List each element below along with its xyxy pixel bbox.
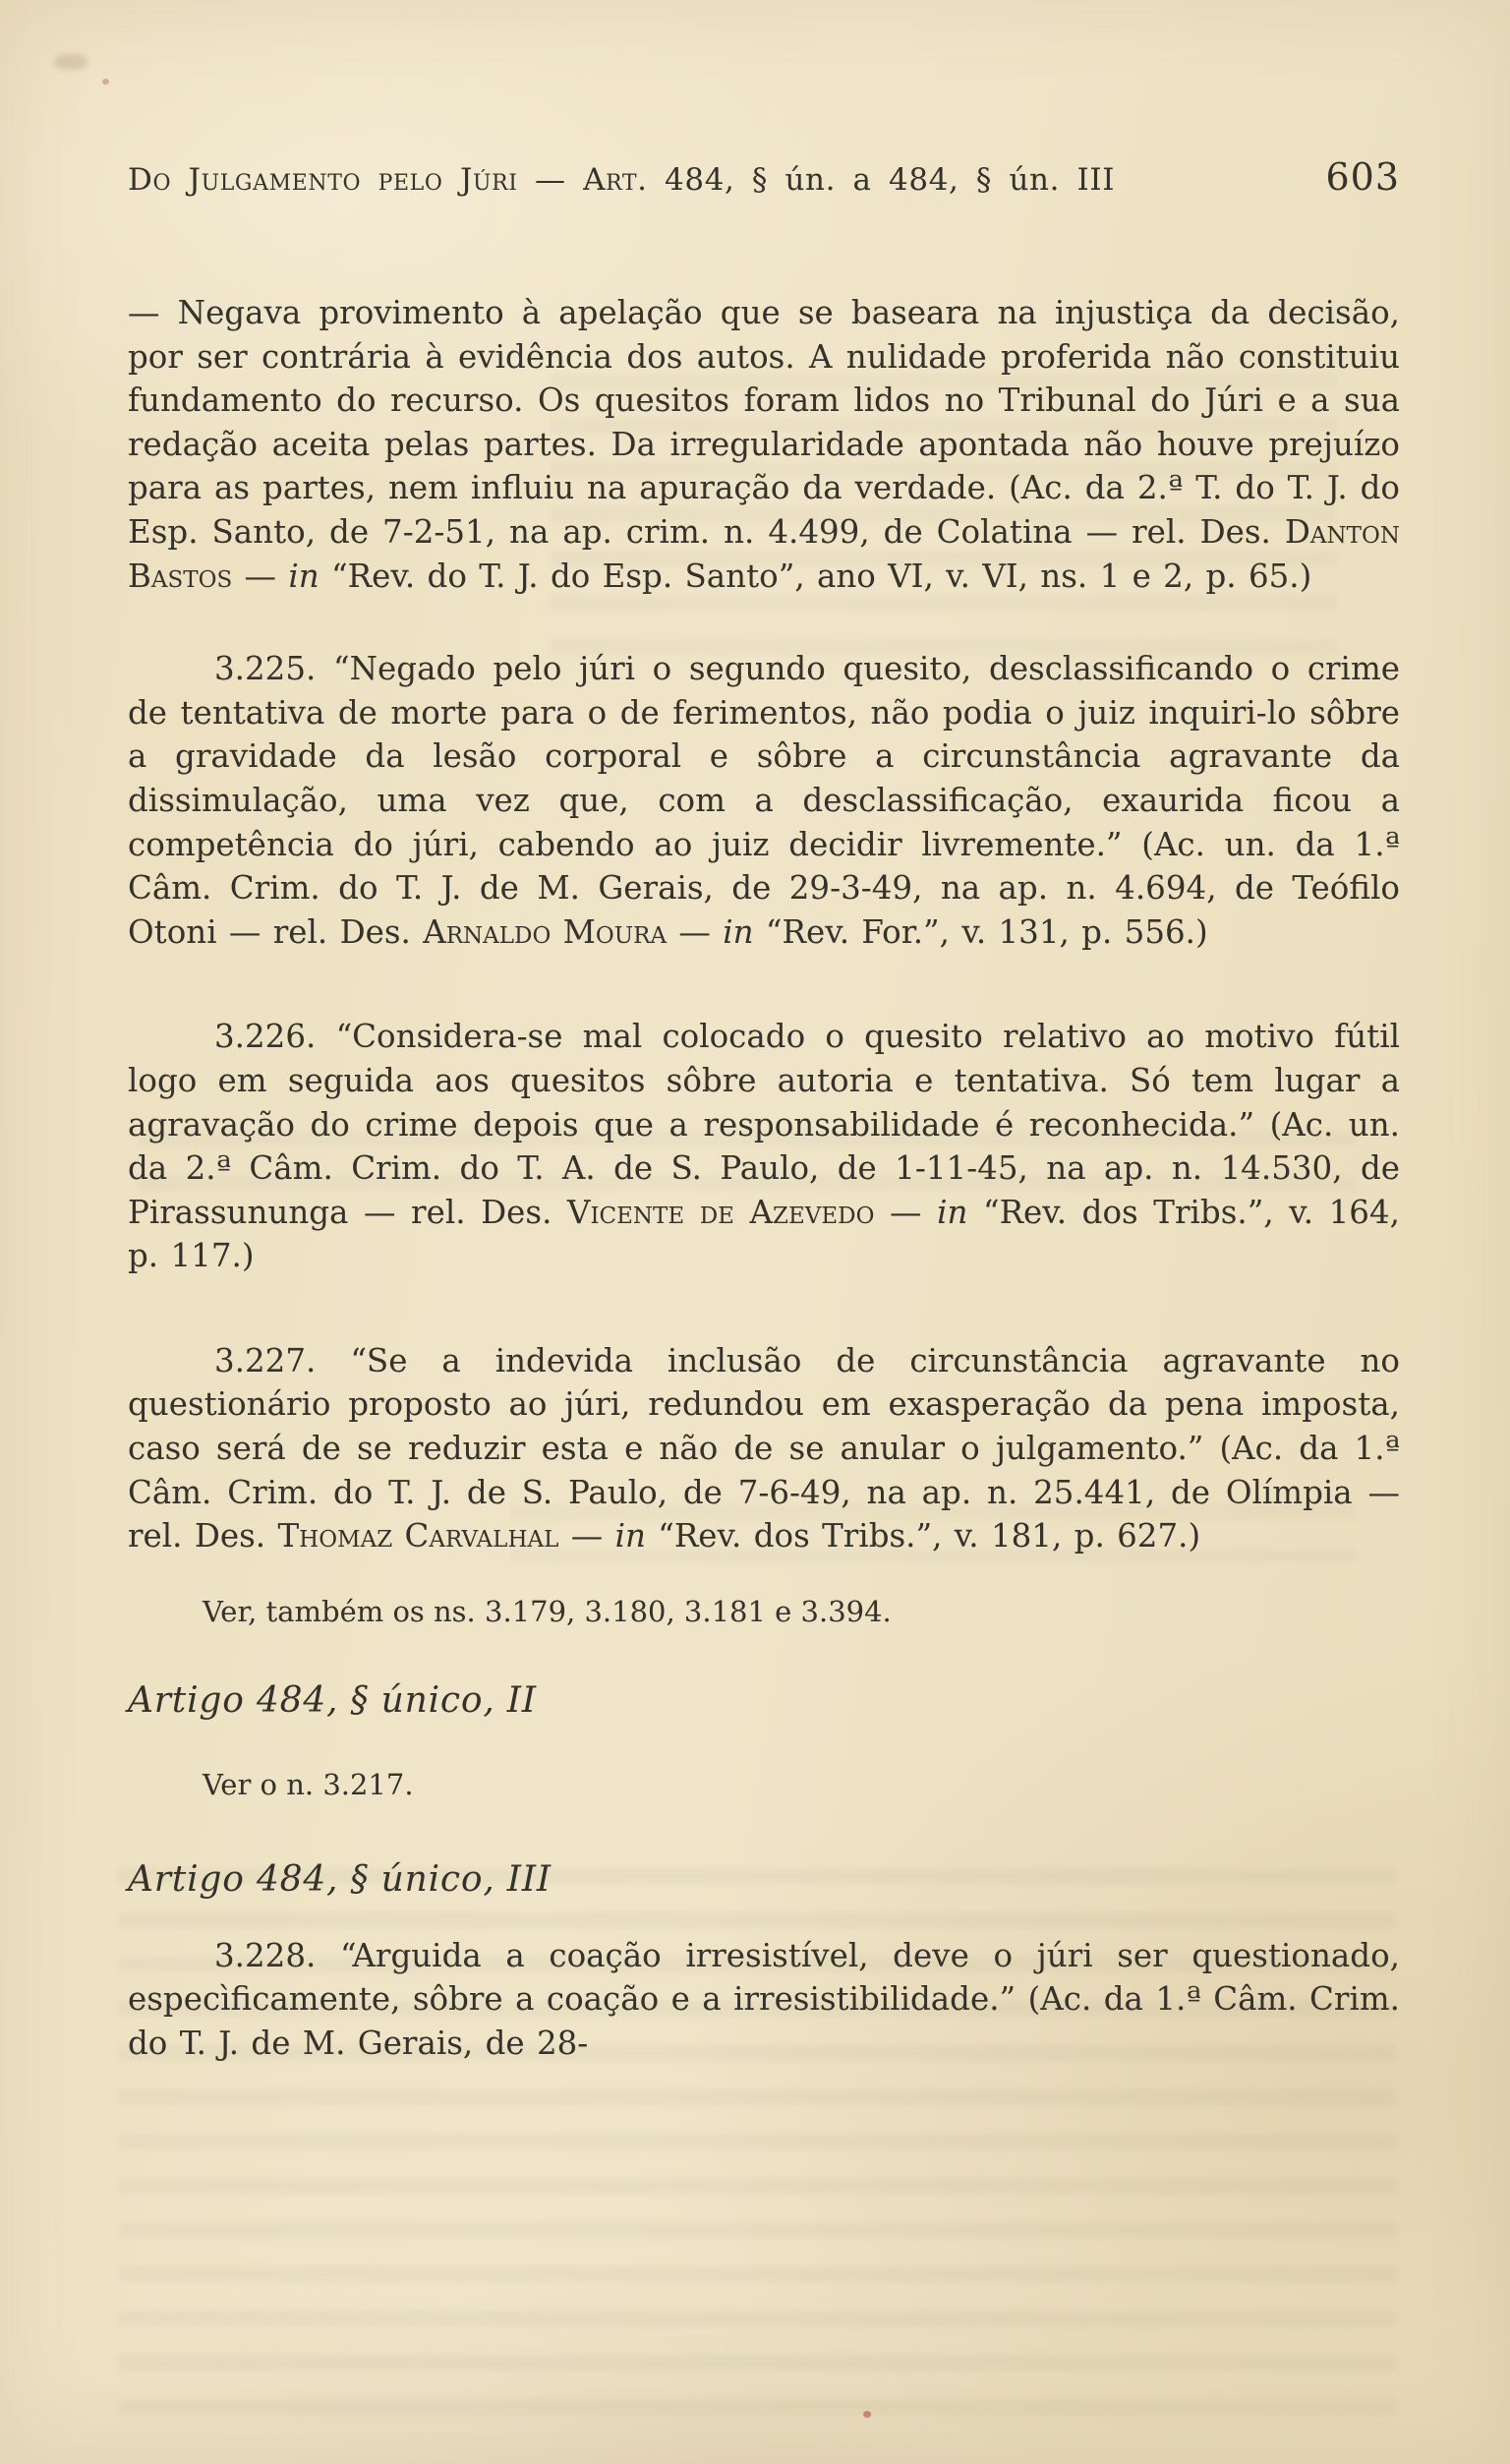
text-segment: 3.226. “Considera-se mal colocado o quesito relativo ao motivo fútil logo em seguida aos quesitos sôbre autoria e tentativa. Só tem lugar a agravação do crime depois que a responsabilidade é reconhecida.” (Ac. un. da 2.ª Câm. Crim. do T. A. de S. Paulo, de 1-11-45, na ap. n. 14.530, de Pirassununga — rel. Des. (128, 1018, 1400, 1231)
text-segment: “Rev. do T. J. do Esp. Santo”, ano VI, v. VI, ns. 1 e 2, p. 65.) (319, 557, 1312, 595)
see-also-note: Ver o n. 3.217. (203, 1767, 414, 1801)
page-number: 603 (1325, 155, 1400, 199)
title-separator: — (517, 162, 584, 198)
text-segment: — (558, 1517, 615, 1555)
judge-name: Arnaldo Moura (423, 912, 668, 951)
article-range: 484, § ún. a 484, § ún. III (647, 162, 1116, 198)
article-heading-iii: Artigo 484, § único, III (128, 1858, 552, 1900)
text-segment: 3.225. “Negado pelo júri o segundo quesito, desclassificando o crime de tentativa de morte para o de ferimentos, não podia o juiz inquiri-lo sôbre a gravidade da lesão corporal e sôbre a circunstância agravante da dissimulação, uma vez que, com a desclassificação, exaurida ficou a competência do júri, cabendo ao juiz decidir livremente.” (Ac. un. da 1.ª Câm. Crim. do T. J. de M. Gerais, de 29-3-49, na ap. n. 4.694, de Teófilo Otoni — rel. Des. (128, 650, 1400, 951)
judge-name: Vicente de Azevedo (566, 1193, 875, 1231)
text-segment: 3.228. “Arguida a coação irresistível, deve o júri ser questionado, especìficamente, sôbre a coação e a irresistibilidade.” (Ac. da 1.ª Câm. Crim. do T. J. de M. Gerais, de 28- (128, 1936, 1400, 2063)
cross-reference-note: Ver, também os ns. 3.179, 3.180, 3.181 e 3.394. (203, 1594, 892, 1628)
text-segment: “Rev. For.”, v. 131, p. 556.) (753, 912, 1208, 951)
text-block (128, 291, 1400, 2066)
paragraph-intro (128, 291, 1400, 598)
paragraph-3226 (128, 1015, 1400, 1278)
chapter-title: Do Julgamento pelo Júri (128, 162, 518, 198)
latin-in: in (288, 557, 319, 595)
text-segment: — (874, 1193, 938, 1231)
paper-smudge (54, 54, 87, 70)
paragraph-3225 (128, 647, 1400, 954)
running-head-title (128, 162, 1115, 198)
latin-in: in (723, 912, 754, 951)
latin-in: in (937, 1193, 968, 1231)
paper-speck (863, 2411, 871, 2418)
latin-in: in (614, 1517, 646, 1555)
paragraph-3228 (128, 1934, 1400, 2066)
article-heading-ii: Artigo 484, § único, II (128, 1679, 537, 1721)
text-segment: 3.227. “Se a indevida inclusão de circunstância agravante no questionário proposto ao júri, redundou em exasperação da pena imposta, caso será de se reduzir esta e não de se anular o julgamento.” (Ac. da 1.ª Câm. Crim. do T. J. de S. Paulo, de 7-6-49, na ap. n. 25.441, de Olímpia — rel. Des. (128, 1341, 1400, 1555)
judge-name: Thomaz Carvalhal (277, 1517, 559, 1555)
text-segment: “Rev. dos Tribs.”, v. 181, p. 627.) (645, 1517, 1201, 1555)
article-abbr: Art. (583, 162, 648, 198)
running-head (128, 155, 1400, 199)
paper-speck (102, 79, 109, 85)
text-segment: — (232, 557, 289, 595)
text-segment: “Rev. dos Tribs.”, v. 164, p. 117.) (128, 1193, 1400, 1275)
text-segment: — Negava provimento à apelação que se baseara na injustiça da decisão, por ser contrária à evidência dos autos. A nulidade proferida não constituiu fundamento do recurso. Os quesitos foram lidos no Tribunal do Júri e a sua redação aceita pelas partes. Da irregularidade apontada não houve prejuízo para as partes, nem influiu na apuração da verdade. (Ac. da 2.ª T. do T. J. do Esp. Santo, de 7-2-51, na ap. crim. n. 4.499, de Colatina — rel. Des. (128, 294, 1400, 551)
judge-name: Danton Bastos (128, 512, 1400, 595)
paragraph-3227 (128, 1339, 1400, 1558)
text-segment: — (667, 912, 724, 951)
